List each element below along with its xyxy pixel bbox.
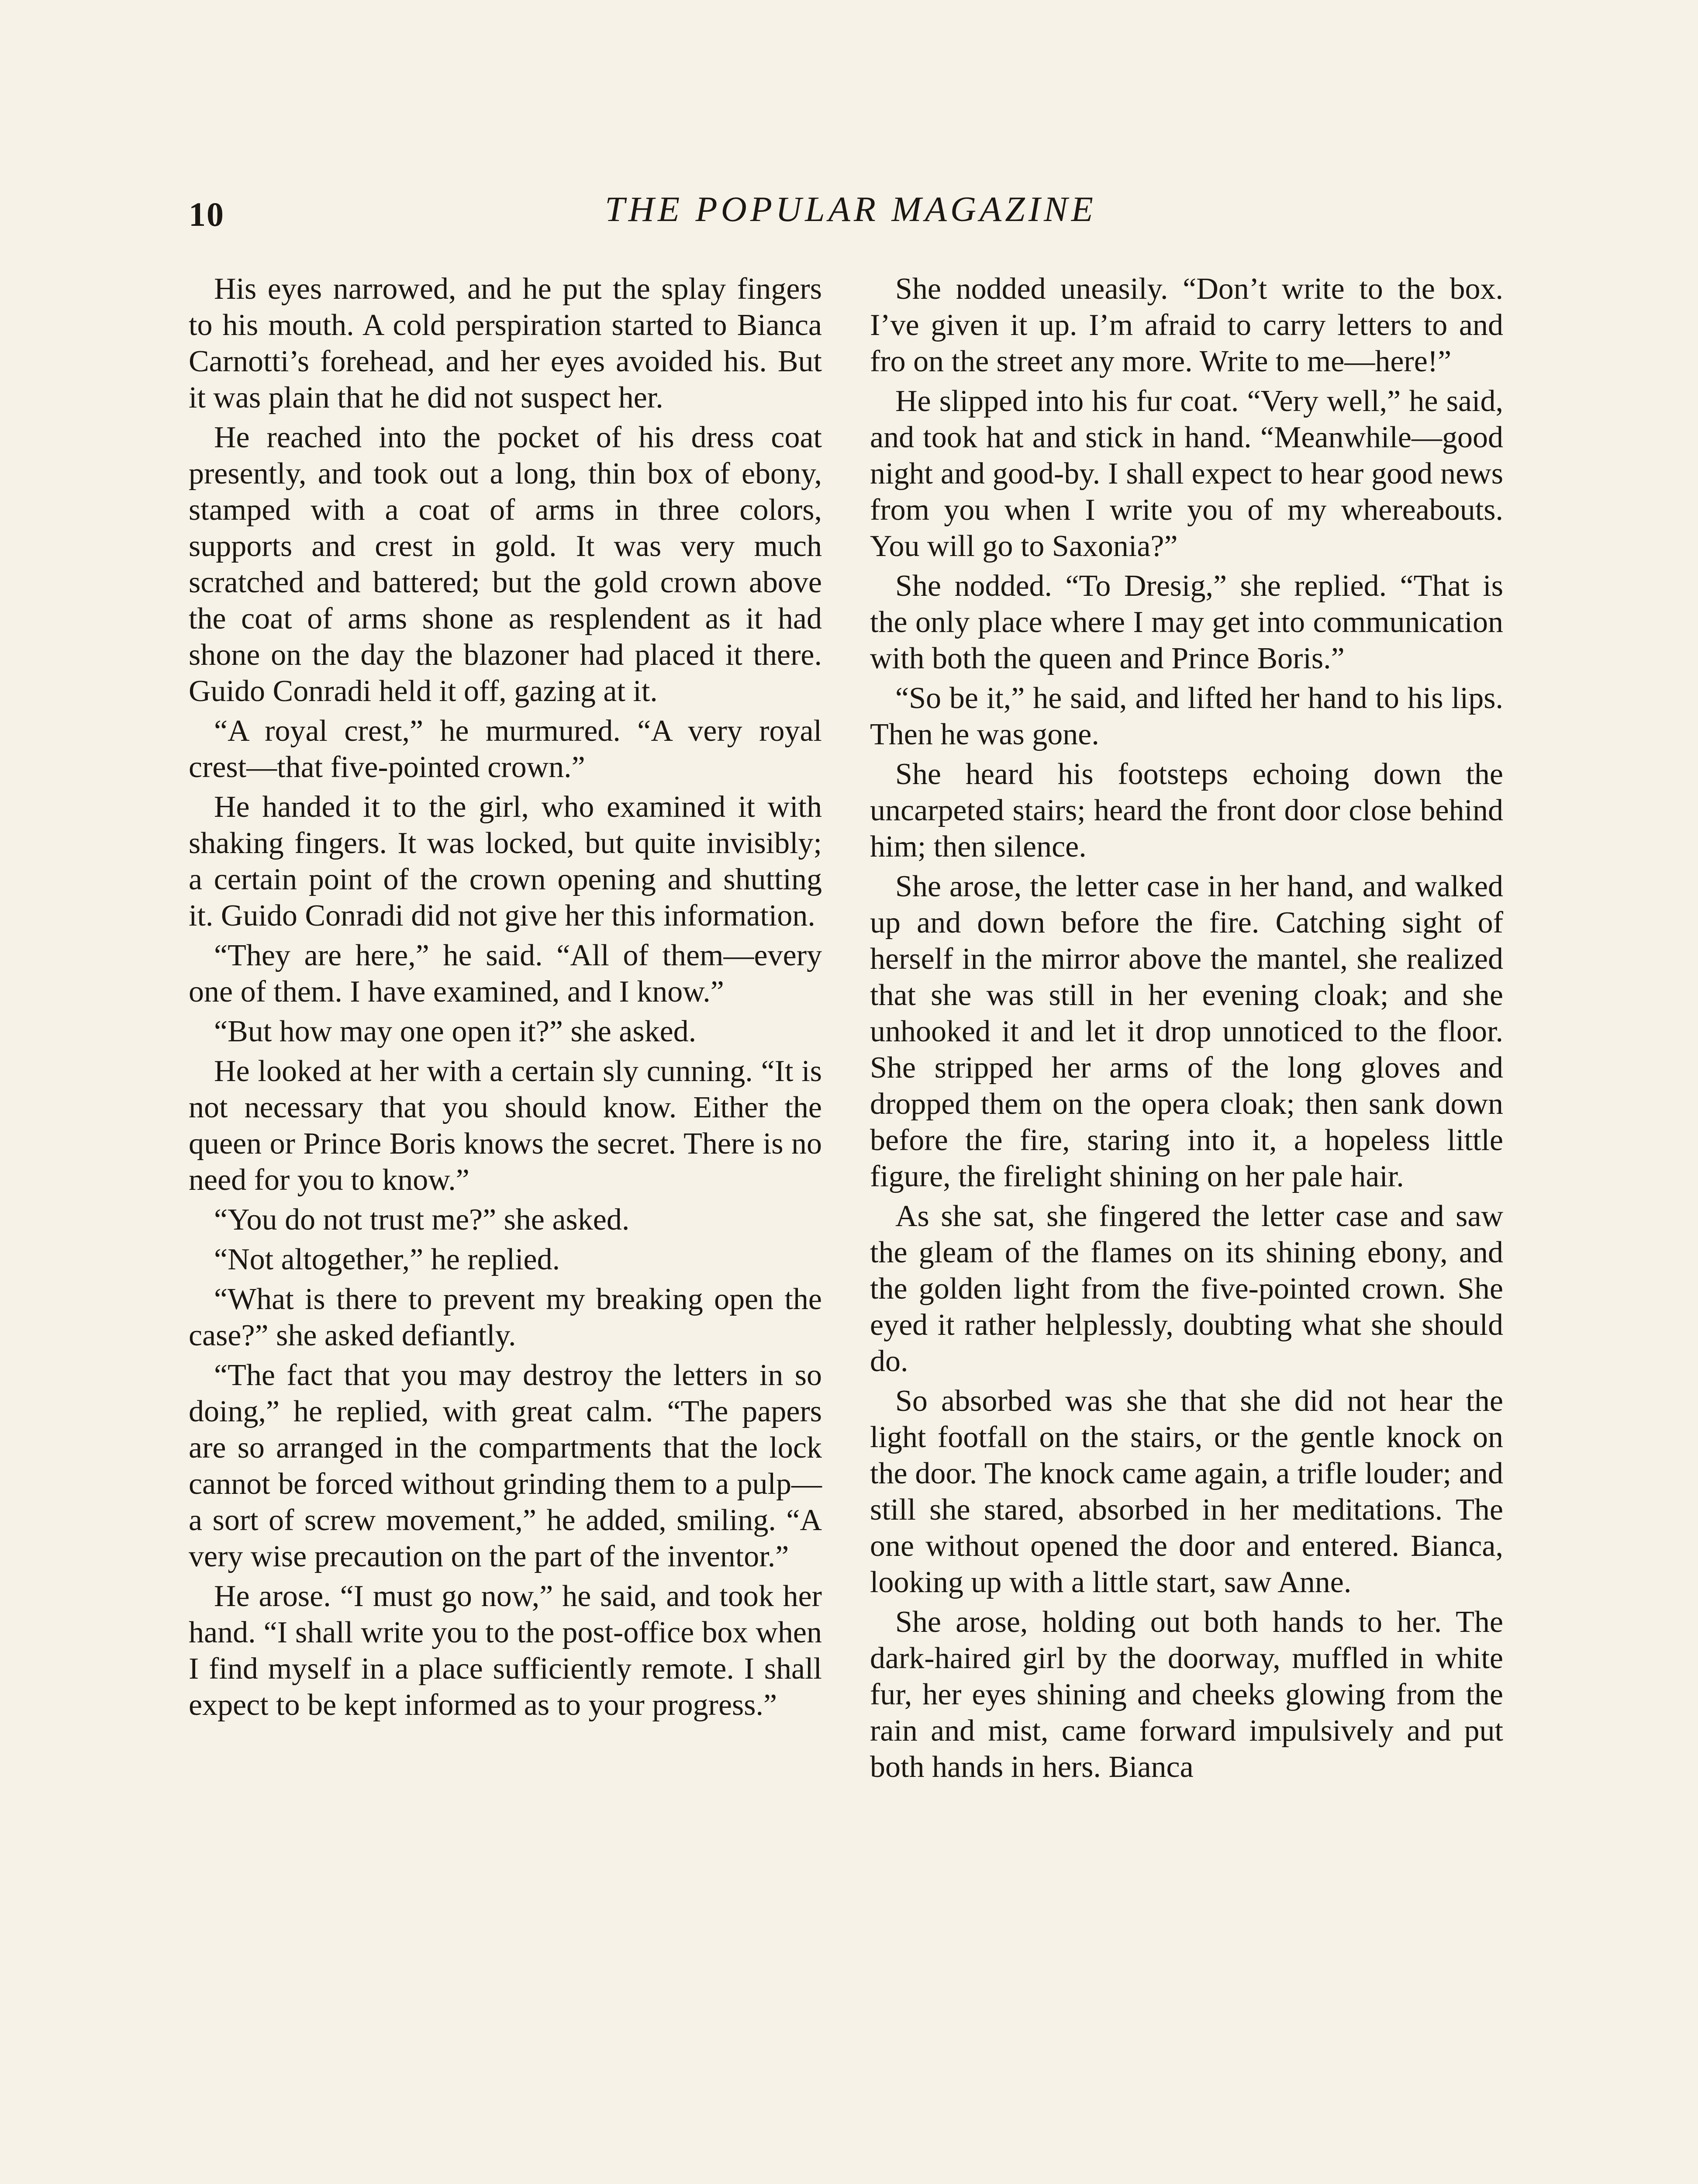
left-column — [189, 271, 822, 1727]
paragraph: He looked at her with a certain sly cunning. “It is not necessary that you should know. Either the queen or Prince Boris knows the secret. There is no need for you to know.” — [189, 1054, 822, 1197]
paragraph: “So be it,” he said, and lifted her hand to his lips. Then he was gone. — [870, 681, 1503, 751]
paragraph: “Not altogether,” he replied. — [214, 1243, 560, 1276]
running-title: THE POPULAR MAGAZINE — [605, 189, 1097, 229]
paragraph: She heard his footsteps echoing down the uncarpeted stairs; heard the front door close behind him; then silence. — [870, 757, 1503, 864]
paragraph: “They are here,” he said. “All of them—every one of them. I have examined, and I know.” — [189, 939, 822, 1009]
paragraph: He handed it to the girl, who examined it with shaking fingers. It was locked, but quite invisibly; a certain point of the crown opening and shutting it. Guido Conradi did not give her this information. — [189, 790, 822, 933]
paragraph: “But how may one open it?” she asked. — [214, 1015, 697, 1048]
right-column — [870, 271, 1503, 1789]
page-header — [189, 189, 1513, 237]
paragraph: “What is there to prevent my breaking open the case?” she asked defiantly. — [189, 1282, 822, 1352]
paragraph: “The fact that you may destroy the letters in so doing,” he replied, with great calm. “The papers are so arranged in the compartments that the lock cannot be forced without grinding them to a pulp—a sort of screw movement,” he added, smiling. “A very wise precaution on the part of the inventor.” — [189, 1358, 822, 1573]
paragraph: She nodded. “To Dresig,” she replied. “That is the only place where I may get into communication with both the queen and Prince Boris.” — [870, 569, 1503, 675]
paragraph: He slipped into his fur coat. “Very well,” he said, and took hat and stick in hand. “Meanwhile—good night and good-by. I shall expect to hear good news from you when I write you of my whereabouts. You will go to Saxonia?” — [870, 384, 1503, 563]
paragraph: “A royal crest,” he murmured. “A very royal crest—that five-pointed crown.” — [189, 714, 822, 784]
paragraph: His eyes narrowed, and he put the splay fingers to his mouth. A cold perspiration started to Bianca Carnotti’s forehead, and her eyes avoided his. But it was plain that he did not suspect her. — [189, 272, 822, 415]
paragraph: She arose, the letter case in her hand, and walked up and down before the fire. Catching sight of herself in the mirror above the mantel, she realized that she was still in her evening cloak; and she unhooked it and let it drop unnoticed to the floor. She stripped her arms of the long gloves and dropped them on the opera cloak; then sank down before the fire, staring into it, a hopeless little figure, the firelight shining on her pale hair. — [870, 870, 1503, 1193]
paragraph: As she sat, she fingered the letter case and saw the gleam of the flames on its shining ebony, and the golden light from the five-pointed crown. She eyed it rather helplessly, doubting what she should do. — [870, 1199, 1503, 1378]
paragraph: “You do not trust me?” she asked. — [214, 1203, 630, 1237]
paragraph: She arose, holding out both hands to her. The dark-haired girl by the doorway, muffled in white fur, her eyes shining and cheeks glowing from the rain and mist, came forward impulsively and put both hands in hers. Bianca — [870, 1605, 1503, 1784]
paragraph: He arose. “I must go now,” he said, and took her hand. “I shall write you to the post-office box when I find myself in a place sufficiently remote. I shall expect to be kept informed as to your progress.” — [189, 1579, 822, 1722]
paragraph: She nodded uneasily. “Don’t write to the box. I’ve given it up. I’m afraid to carry letters to and fro on the street any more. Write to me—here!” — [870, 272, 1503, 378]
paragraph: He reached into the pocket of his dress coat presently, and took out a long, thin box of ebony, stamped with a coat of arms in three colors, supports and crest in gold. It was very much scratched and battered; but the gold crown above the coat of arms shone as resplendent as it had shone on the day the blazoner had placed it there. Guido Conradi held it off, gazing at it. — [189, 421, 822, 708]
page-number: 10 — [189, 195, 224, 233]
paragraph: So absorbed was she that she did not hear the light footfall on the stairs, or the gentle knock on the door. The knock came again, a trifle louder; and still she stared, absorbed in her meditations. The one without opened the door and entered. Bianca, looking up with a little start, saw Anne. — [870, 1384, 1503, 1599]
